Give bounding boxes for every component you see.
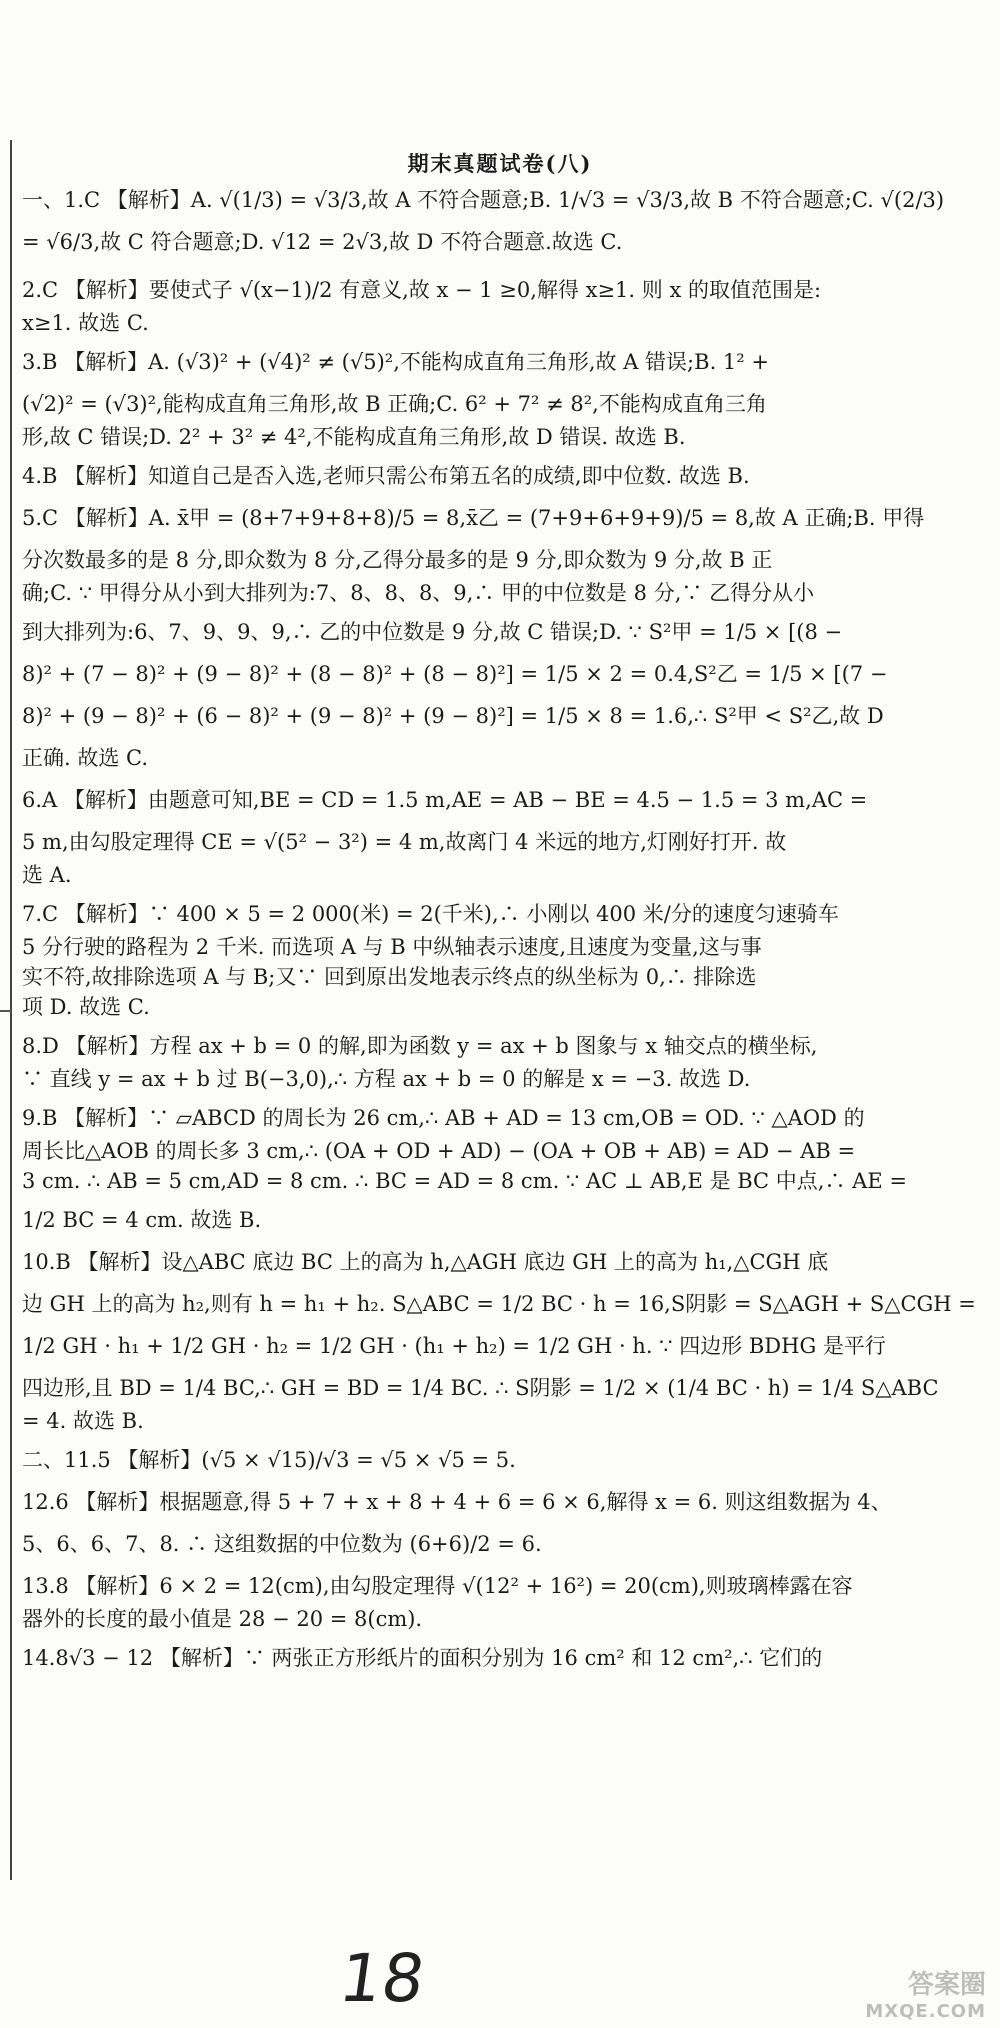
- answer-line: 13.8 【解析】6 × 2 = 12(cm),由勾股定理得 √(12² + 16²) = 20(cm),则玻璃棒露在容: [22, 1574, 853, 1598]
- answer-line: 分次数最多的是 8 分,即众数为 8 分,乙得分最多的是 9 分,即众数为 9 分,故 B 正: [22, 548, 773, 572]
- watermark-sub: MXQE.COM: [865, 2001, 986, 2022]
- answer-line: 10.B 【解析】设△ABC 底边 BC 上的高为 h,△AGH 底边 GH 上的高为 h₁,△CGH 底: [22, 1250, 829, 1274]
- margin-tick-mark: [0, 1010, 12, 1012]
- answer-line: 2.C 【解析】要使式子 √(x−1)/2 有意义,故 x − 1 ≥0,解得 x≥1. 则 x 的取值范围是:: [22, 278, 822, 302]
- answer-line: 12.6 【解析】根据题意,得 5 + 7 + x + 8 + 4 + 6 = 6 × 6,解得 x = 6. 则这组数据为 4、: [22, 1490, 892, 1514]
- answer-line: 周长比△AOB 的周长多 3 cm,∴ (OA + OD + AD) − (OA + OB + AB) = AD − AB =: [22, 1139, 856, 1163]
- answer-line: = 4. 故选 B.: [22, 1409, 144, 1433]
- answer-line: 3.B 【解析】A. (√3)² + (√4)² ≠ (√5)²,不能构成直角三角形,故 A 错误;B. 1² +: [22, 350, 769, 374]
- answer-line: (√2)² = (√3)²,能构成直角三角形,故 B 正确;C. 6² + 7² ≠ 8²,不能构成直角三角: [22, 392, 767, 416]
- answer-line: 四边形,且 BD = 1/4 BC,∴ GH = BD = 1/4 BC. ∴ S阴影 = 1/2 × (1/4 BC · h) = 1/4 S△ABC: [22, 1376, 939, 1400]
- answer-line: x≥1. 故选 C.: [22, 311, 149, 335]
- answer-line: 确;C. ∵ 甲得分从小到大排列为:7、8、8、8、9,∴ 甲的中位数是 8 分,∵ 乙得分从小: [22, 581, 815, 605]
- answer-line: 二、11.5 【解析】(√5 × √15)/√3 = √5 × √5 = 5.: [22, 1448, 516, 1472]
- answer-line: 4.B 【解析】知道自己是否入选,老师只需公布第五名的成绩,即中位数. 故选 B.: [22, 464, 750, 488]
- answer-line: 项 D. 故选 C.: [22, 995, 150, 1019]
- answer-line: ∵ 直线 y = ax + b 过 B(−3,0),∴ 方程 ax + b = 0 的解是 x = −3. 故选 D.: [22, 1067, 751, 1091]
- answer-line: 8)² + (7 − 8)² + (9 − 8)² + (8 − 8)² + (8 − 8)²] = 1/5 × 2 = 0.4,S²乙 = 1/5 × [(7 −: [22, 662, 888, 686]
- answer-line: 选 A.: [22, 863, 72, 887]
- answer-line: 5 m,由勾股定理得 CE = √(5² − 3²) = 4 m,故离门 4 米远的地方,灯刚好打开. 故: [22, 830, 787, 854]
- answer-line: 形,故 C 错误;D. 2² + 3² ≠ 4²,不能构成直角三角形,故 D 错误. 故选 B.: [22, 425, 686, 449]
- answer-line: 边 GH 上的高为 h₂,则有 h = h₁ + h₂. S△ABC = 1/2 BC · h = 16,S阴影 = S△AGH + S△CGH =: [22, 1292, 976, 1316]
- answer-line: 正确. 故选 C.: [22, 746, 149, 770]
- answer-line: 1/2 BC = 4 cm. 故选 B.: [22, 1208, 262, 1232]
- answer-line: 6.A 【解析】由题意可知,BE = CD = 1.5 m,AE = AB − BE = 4.5 − 1.5 = 3 m,AC =: [22, 788, 868, 812]
- answer-line: 8.D 【解析】方程 ax + b = 0 的解,即为函数 y = ax + b 图象与 x 轴交点的横坐标,: [22, 1034, 818, 1058]
- answer-line: 5、6、6、7、8. ∴ 这组数据的中位数为 (6+6)/2 = 6.: [22, 1532, 542, 1556]
- answer-line: 5 分行驶的路程为 2 千米. 而选项 A 与 B 中纵轴表示速度,且速度为变量,这与事: [22, 935, 762, 959]
- answer-line: = √6/3,故 C 符合题意;D. √12 = 2√3,故 D 不符合题意.故选 C.: [22, 230, 623, 254]
- answer-line: 8)² + (9 − 8)² + (6 − 8)² + (9 − 8)² + (9 − 8)²] = 1/5 × 8 = 1.6,∴ S²甲 < S²乙,故 D: [22, 704, 884, 728]
- answer-line: 7.C 【解析】∵ 400 × 5 = 2 000(米) = 2(千米),∴ 小刚以 400 米/分的速度匀速骑车: [22, 902, 839, 926]
- answer-line: 1/2 GH · h₁ + 1/2 GH · h₂ = 1/2 GH · (h₁ + h₂) = 1/2 GH · h. ∵ 四边形 BDHG 是平行: [22, 1334, 886, 1358]
- handwritten-page-number: 18: [334, 1940, 430, 2017]
- site-watermark-logo: [786, 1964, 986, 2022]
- answer-line: 一、1.C 【解析】A. √(1/3) = √3/3,故 A 不符合题意;B. 1/√3 = √3/3,故 B 不符合题意;C. √(2/3): [22, 188, 945, 212]
- answer-line: 5.C 【解析】A. x̄甲 = (8+7+9+8+8)/5 = 8,x̄乙 = (7+9+6+9+9)/5 = 8,故 A 正确;B. 甲得: [22, 506, 925, 530]
- answer-line: 9.B 【解析】∵ ▱ABCD 的周长为 26 cm,∴ AB + AD = 13 cm,OB = OD. ∵ △AOD 的: [22, 1106, 865, 1130]
- answer-line: 14.8√3 − 12 【解析】∵ 两张正方形纸片的面积分别为 16 cm² 和 12 cm²,∴ 它们的: [22, 1646, 823, 1670]
- answer-line: 器外的长度的最小值是 28 − 20 = 8(cm).: [22, 1607, 423, 1631]
- answer-line: 3 cm. ∴ AB = 5 cm,AD = 8 cm. ∴ BC = AD = 8 cm. ∵ AC ⊥ AB,E 是 BC 中点,∴ AE =: [22, 1169, 907, 1193]
- watermark-main: 答案圈: [907, 1970, 986, 2000]
- answer-line: 到大排列为:6、7、9、9、9,∴ 乙的中位数是 9 分,故 C 错误;D. ∵ S²甲 = 1/5 × [(8 −: [22, 620, 843, 644]
- answer-line: 实不符,故排除选项 A 与 B;又∵ 回到原出发地表示终点的纵坐标为 0,∴ 排除选: [22, 965, 757, 989]
- answer-content: [22, 176, 984, 1676]
- page-title: 期末真题试卷(八): [407, 151, 593, 176]
